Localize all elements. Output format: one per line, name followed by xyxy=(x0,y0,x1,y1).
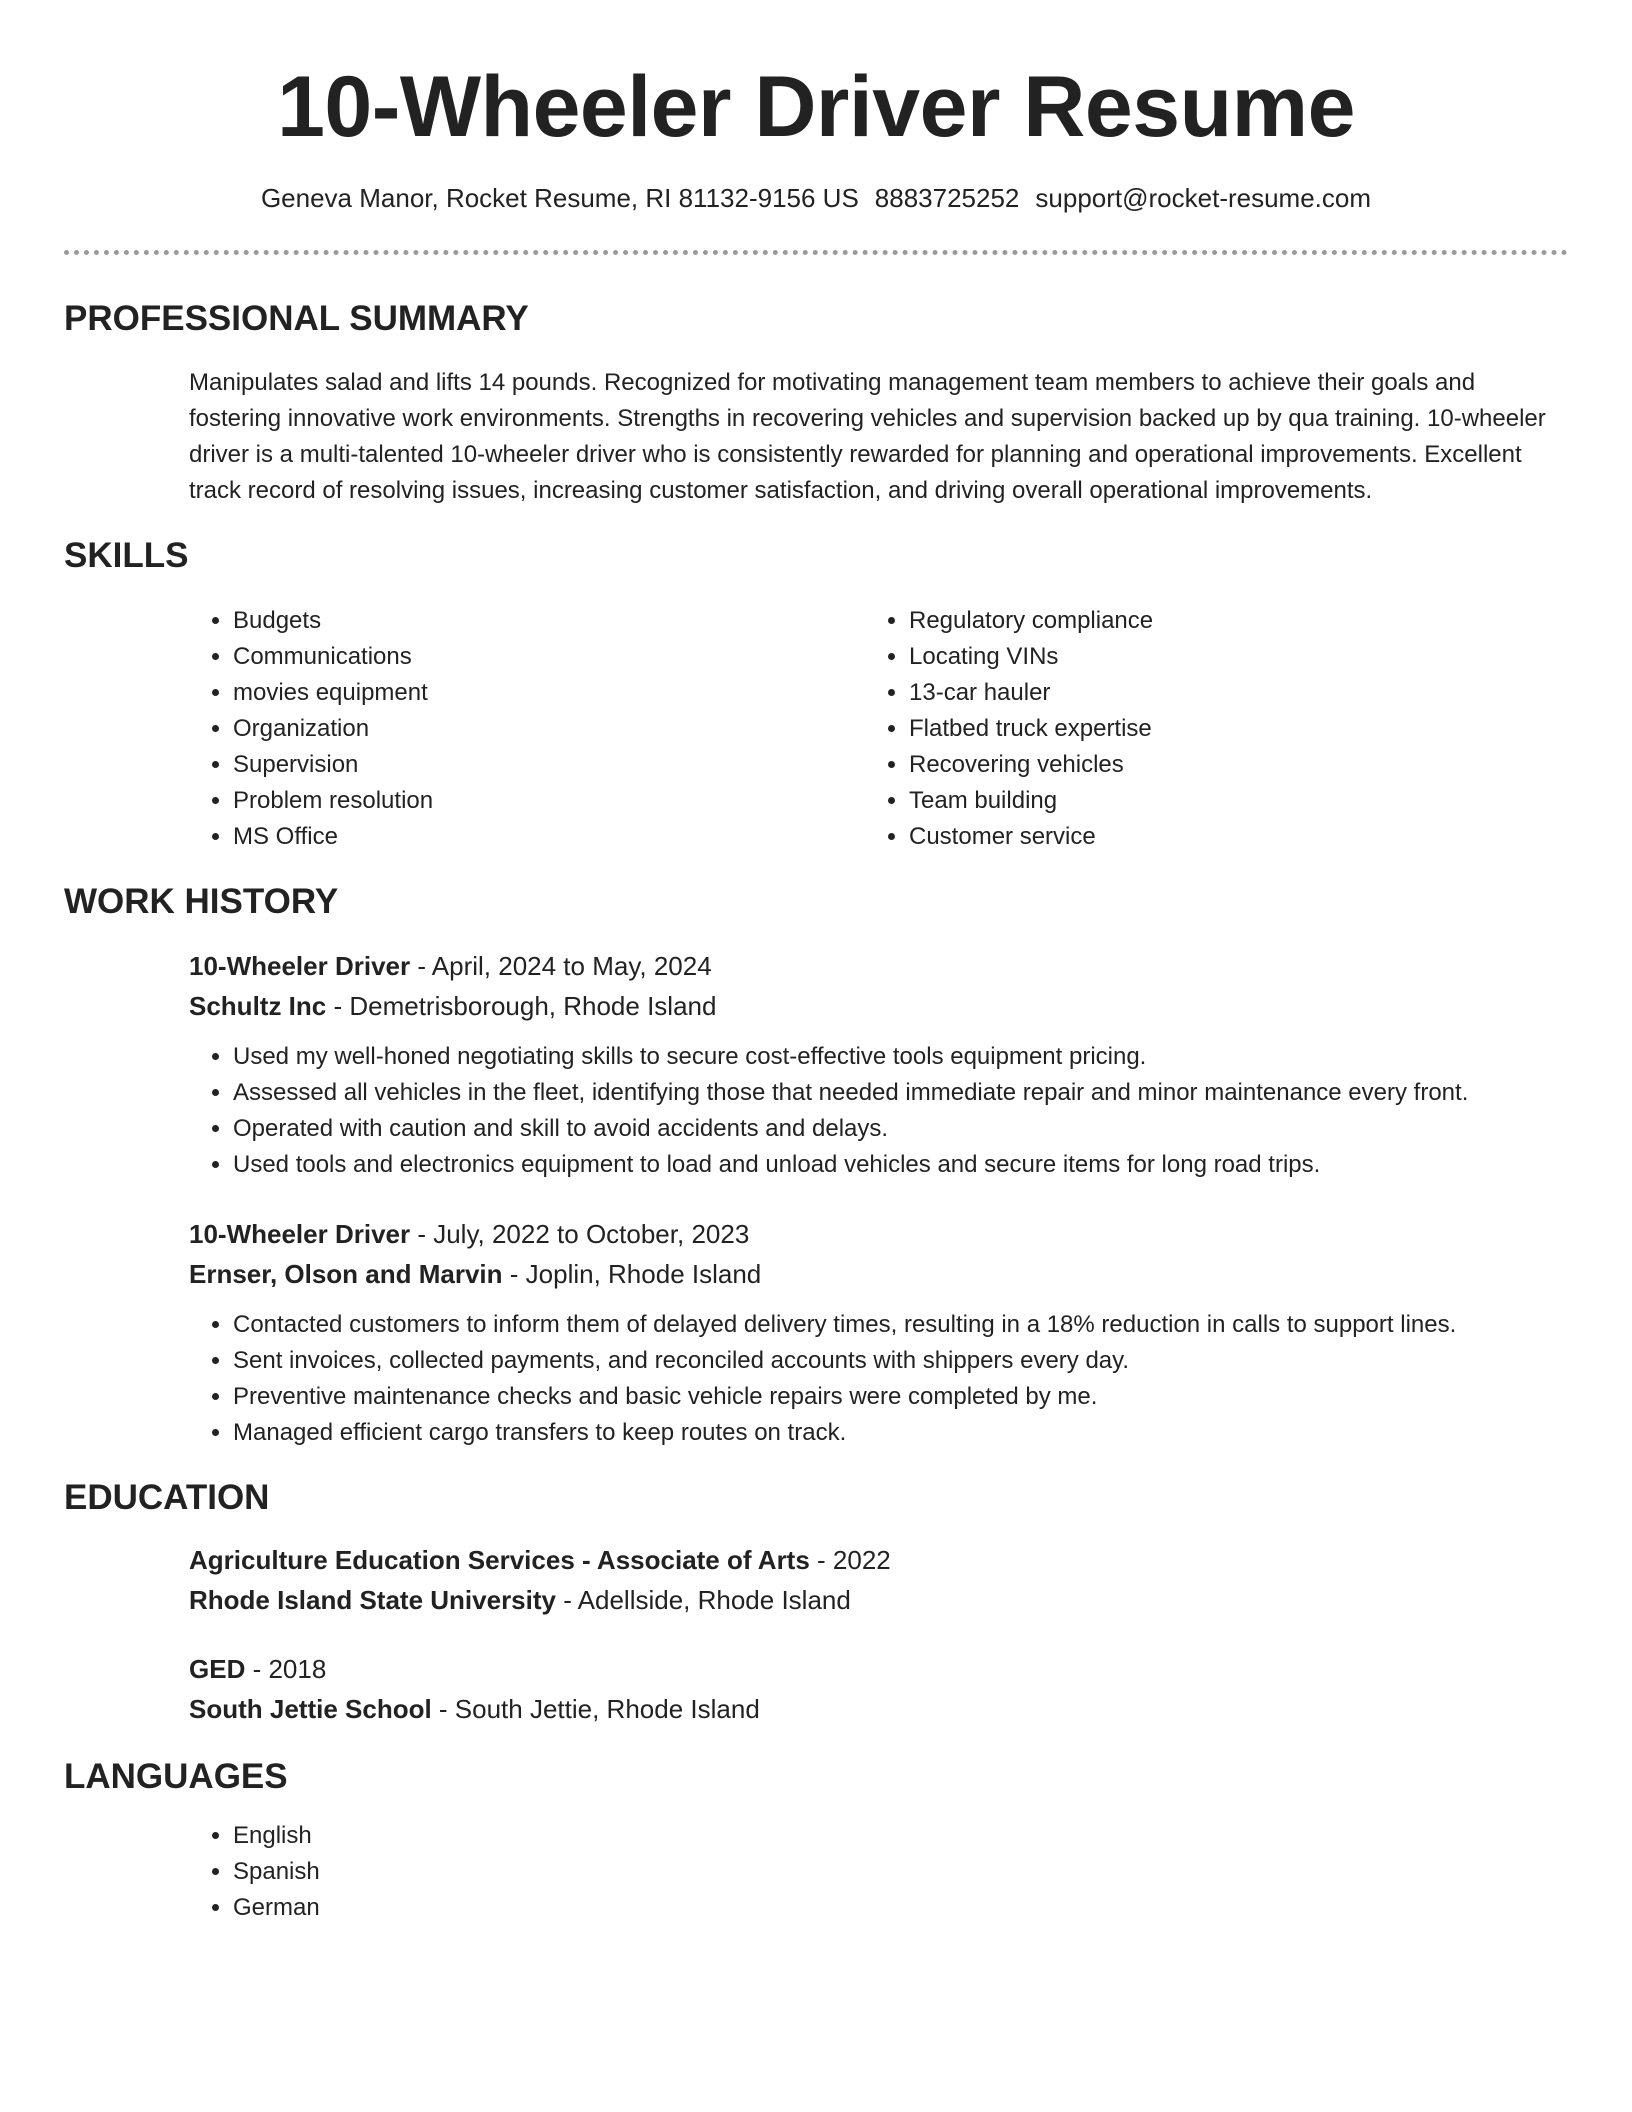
summary-text: Manipulates salad and lifts 14 pounds. Recognized for motivating management team members to achieve their goals and fostering innovative work environments. Strengths in recovering vehicles and supervision backed up by qua training. 10-wheeler driver is a multi-talented 10-wheeler driver who is consistently rewarded for planning and operational improvements. Excellent track record of resolving issues, increasing customer satisfaction, and driving overall operational improvements. xyxy=(189,369,1546,504)
skill-item: • 13-car hauler xyxy=(909,675,1505,711)
contact-phone: 8883725252 xyxy=(874,183,1020,213)
skill-item: • Customer service xyxy=(909,819,1505,855)
resume-title: 10-Wheeler Driver Resume xyxy=(277,59,1355,155)
job-duty: • Managed efficient cargo transfers to keep routes on track. xyxy=(233,1415,1569,1451)
degree-line xyxy=(189,1649,1569,1689)
skills-list-left xyxy=(189,603,829,855)
job-duty: • Assessed all vehicles in the fleet, identifying those that needed immediate repair and minor maintenance every front. xyxy=(233,1075,1569,1111)
job-duty: • Used tools and electronics equipment to load and unload vehicles and secure items for long road trips. xyxy=(233,1147,1569,1183)
skill-item: • Budgets xyxy=(233,603,829,639)
skill-item: • Regulatory compliance xyxy=(909,603,1505,639)
skill-item: • movies equipment xyxy=(233,675,829,711)
company-name: Schultz Inc xyxy=(189,991,327,1021)
education-entry xyxy=(189,1540,1569,1620)
skill-item: • Flatbed truck expertise xyxy=(909,711,1505,747)
contact-address: Geneva Manor, Rocket Resume, RI 81132-9156 US xyxy=(260,183,859,213)
degree-name: Agriculture Education Services - Associate of Arts xyxy=(189,1545,810,1575)
language-item: • English xyxy=(233,1818,1569,1854)
education-entry xyxy=(189,1649,1569,1729)
skill-item: • Locating VINs xyxy=(909,639,1505,675)
degree-year: - 2018 xyxy=(245,1654,327,1684)
degree-name: GED xyxy=(189,1654,246,1684)
skill-item: • Problem resolution xyxy=(233,783,829,819)
job-duties-list xyxy=(189,1307,1569,1451)
job-title: 10-Wheeler Driver xyxy=(189,1219,411,1249)
company-line xyxy=(189,986,1569,1026)
contact-email[interactable]: support@rocket-resume.com xyxy=(1035,183,1372,213)
skill-item: • MS Office xyxy=(233,819,829,855)
languages-heading: LANGUAGES xyxy=(64,1757,288,1796)
job-title-line xyxy=(189,946,1569,986)
degree-line xyxy=(189,1540,1569,1580)
job-title-line xyxy=(189,1214,1569,1254)
education-heading: EDUCATION xyxy=(64,1478,270,1517)
company-name: Ernser, Olson and Marvin xyxy=(189,1259,503,1289)
skill-item: • Communications xyxy=(233,639,829,675)
work-entry xyxy=(189,1214,1569,1294)
job-duty: • Used my well-honed negotiating skills to secure cost-effective tools equipment pricing. xyxy=(233,1039,1569,1075)
job-dates: - April, 2024 to May, 2024 xyxy=(410,951,712,981)
job-duties xyxy=(189,1307,1569,1451)
company-location: - Demetrisborough, Rhode Island xyxy=(326,991,717,1021)
skill-item: • Supervision xyxy=(233,747,829,783)
job-duty: • Operated with caution and skill to avoid accidents and delays. xyxy=(233,1111,1569,1147)
skills-list-right xyxy=(865,603,1505,855)
job-dates: - July, 2022 to October, 2023 xyxy=(410,1219,750,1249)
skill-item: • Team building xyxy=(909,783,1505,819)
school-name: Rhode Island State University xyxy=(189,1585,556,1615)
company-line xyxy=(189,1254,1569,1294)
job-title: 10-Wheeler Driver xyxy=(189,951,411,981)
skills-heading: SKILLS xyxy=(64,536,189,575)
work-entry xyxy=(189,946,1569,1026)
skills-column-right xyxy=(865,603,1505,855)
languages-list xyxy=(189,1818,1569,1926)
header-divider xyxy=(64,250,1568,255)
school-line xyxy=(189,1580,1569,1620)
job-duty: • Contacted customers to inform them of delayed delivery times, resulting in a 18% reduction in calls to support lines. xyxy=(233,1307,1569,1343)
summary-heading: PROFESSIONAL SUMMARY xyxy=(64,299,529,338)
skill-item: • Recovering vehicles xyxy=(909,747,1505,783)
school-name: South Jettie School xyxy=(189,1694,432,1724)
work-history-heading: WORK HISTORY xyxy=(64,882,339,921)
language-item: • Spanish xyxy=(233,1854,1569,1890)
skill-item: • Organization xyxy=(233,711,829,747)
school-location: - South Jettie, Rhode Island xyxy=(431,1694,760,1724)
company-location: - Joplin, Rhode Island xyxy=(502,1259,762,1289)
skills-column-left xyxy=(189,603,829,855)
job-duties xyxy=(189,1039,1569,1183)
job-duty: • Sent invoices, collected payments, and reconciled accounts with shippers every day. xyxy=(233,1343,1569,1379)
languages-block xyxy=(189,1818,1569,1926)
job-duties-list xyxy=(189,1039,1569,1183)
language-item: • German xyxy=(233,1890,1569,1926)
school-line xyxy=(189,1689,1569,1729)
degree-year: - 2022 xyxy=(809,1545,891,1575)
job-duty: • Preventive maintenance checks and basic vehicle repairs were completed by me. xyxy=(233,1379,1569,1415)
school-location: - Adellside, Rhode Island xyxy=(555,1585,851,1615)
contact-info xyxy=(0,180,1632,216)
